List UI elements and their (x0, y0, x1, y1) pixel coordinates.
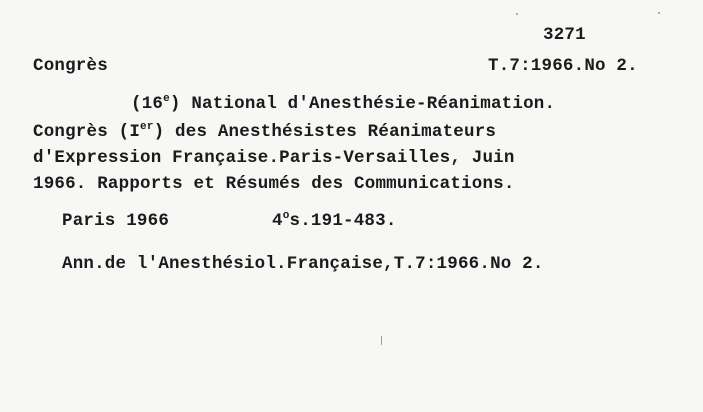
series-statement: Ann.de l'Anesthésiol.Française,T.7:1966.No 2. (62, 254, 544, 274)
title-line-1-start: (16 (131, 94, 164, 114)
imprint-place-date: Paris 1966 (62, 211, 170, 231)
heading: Congrès (33, 56, 108, 76)
title-line-1 (131, 93, 556, 114)
paper-speck (658, 12, 660, 14)
title-line-1-end: ) National d'Anesthésie-Réanimation. (169, 94, 556, 114)
title-line-2-superscript: er (140, 121, 154, 133)
title-line-2 (33, 121, 497, 142)
format-end: s.191-483. (289, 211, 397, 231)
format-start: 4 (272, 211, 283, 231)
format-superscript: o (282, 210, 290, 222)
title-line-2-end: ) des Anesthésistes Réanimateurs (153, 122, 497, 142)
paper-speck (381, 336, 382, 345)
title-line-2-start: Congrès (I (33, 122, 141, 142)
call-number: 3271 (543, 25, 586, 45)
format-pagination (272, 210, 397, 231)
shelfmark: T.7:1966.No 2. (488, 56, 638, 76)
title-line-3: d'Expression Française.Paris-Versailles, Juin (33, 148, 515, 168)
title-line-1-superscript: e (163, 93, 170, 105)
title-line-4: 1966. Rapports et Résumés des Communications. (33, 174, 515, 194)
paper-speck (516, 13, 518, 15)
